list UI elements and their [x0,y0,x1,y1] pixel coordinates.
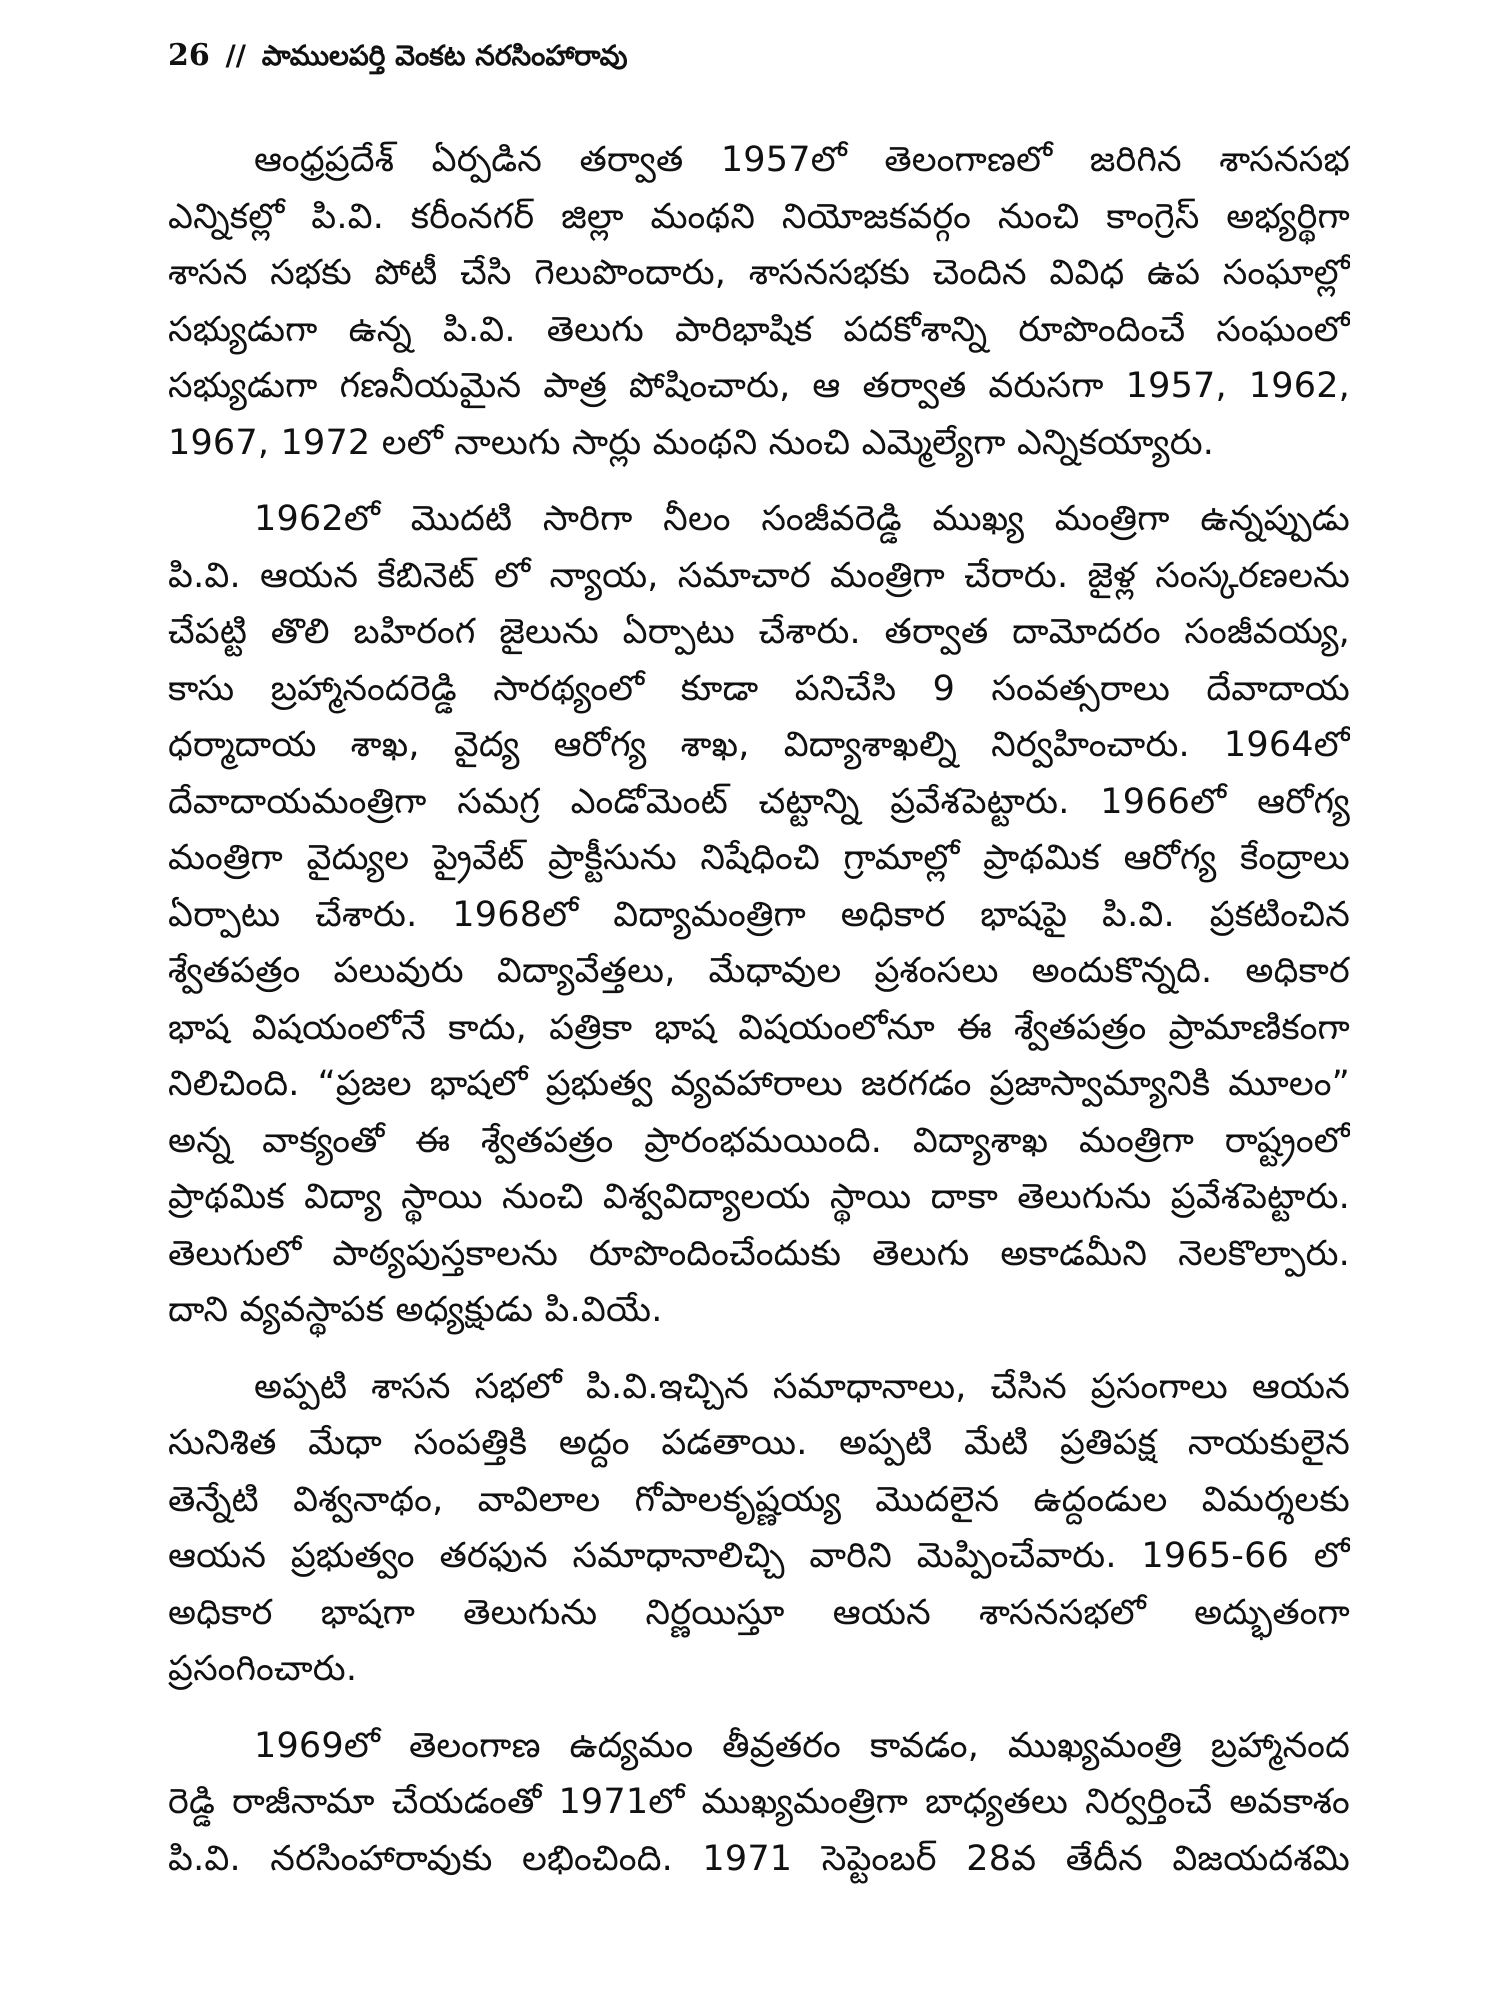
text-line: రెడ్డి రాజీనామా చేయడంతో 1971లో ముఖ్యమంత్రిగా బాధ్యతలు నిర్వర్తించే అవకాశం [168,1782,1350,1822]
text-line: ఆంధ్రప్రదేశ్ ఏర్పడిన తర్వాత 1957లో తెలంగాణలో జరిగిన శాసనసభ [254,140,1350,180]
text-line: దాని వ్యవస్థాపక అధ్యక్షుడు పి.వియే. [168,1290,663,1330]
text-line: శాసన సభకు పోటీ చేసి గెలుపొందారు, శాసనసభకు చెందిన వివిధ ఉప సంఘాల్లో [168,253,1350,293]
paragraph [168,132,1350,471]
text-line: ఎన్నికల్లో పి.వి. కరీంనగర్ జిల్లా మంథని నియోజకవర్గం నుంచి కాంగ్రెస్ అభ్యర్థిగా [168,196,1350,237]
text-line: ఆయన ప్రభుత్వం తరఫున సమాధానాలిచ్చి వారిని మెప్పించేవారు. 1965-66 లో [168,1536,1350,1576]
text-line: సునిశిత మేధా సంపత్తికి అద్దం పడతాయి. అప్పటి మేటి ప్రతిపక్ష నాయకులైన [168,1423,1350,1463]
text-line: శ్వేతపత్రం పలువురు విద్యావేత్తలు, మేధావుల ప్రశంసలు అందుకొన్నది. అధికార [168,951,1350,991]
paragraph [168,1718,1350,1888]
text-line: 1962లో మొదటి సారిగా నీలం సంజీవరెడ్డి ముఖ్య మంత్రిగా ఉన్నప్పుడు [254,499,1350,539]
text-line: ప్రసంగించారు. [168,1649,358,1689]
text-line: ధర్మాదాయ శాఖ, వైద్య ఆరోగ్య శాఖ, విద్యాశాఖల్ని నిర్వహించారు. 1964లో [168,725,1350,765]
running-header [168,36,1348,76]
text-line: 1969లో తెలంగాణ ఉద్యమం తీవ్రతరం కావడం, ముఖ్యమంత్రి బ్రహ్మానంద [254,1725,1350,1766]
text-line: ఏర్పాటు చేశారు. 1968లో విద్యామంత్రిగా అధికార భాషపై పి.వి. ప్రకటించిన [168,894,1350,935]
text-line: తెలుగులో పాఠ్యపుస్తకాలను రూపొందించేందుకు తెలుగు అకాడమీని నెలకొల్పారు. [168,1233,1350,1274]
text-line: సభ్యుడుగా ఉన్న పి.వి. తెలుగు పారిభాషిక పదకోశాన్ని రూపొందించే సంఘంలో [168,309,1350,350]
text-line: మంత్రిగా వైద్యుల ప్రైవేట్ ప్రాక్టీసును నిషేధించి గ్రామాల్లో ప్రాథమిక ఆరోగ్య కేంద్రాలు [168,838,1350,878]
text-line: అధికార భాషగా తెలుగును నిర్ణయిస్తూ ఆయన శాసనసభలో అద్భుతంగా [168,1592,1350,1633]
text-line: సభ్యుడుగా గణనీయమైన పాత్ర పోషించారు, ఆ తర్వాత వరుసగా 1957, 1962, [168,366,1350,406]
text-line: 1967, 1972 లలో నాలుగు సార్లు మంథని నుంచి ఎమ్మెల్యేగా ఎన్నికయ్యారు. [168,422,1215,463]
text-line: కాసు బ్రహ్మానందరెడ్డి సారథ్యంలో కూడా పనిచేసి 9 సంవత్సరాలు దేవాదాయ [168,668,1350,709]
text-line: ప్రాథమిక విద్యా స్థాయి నుంచి విశ్వవిద్యాలయ స్థాయి దాకా తెలుగును ప్రవేశపెట్టారు. [168,1177,1350,1217]
paragraph [168,491,1350,1339]
book-title: పాములపర్తి వెంకట నరసింహారావు [261,39,628,72]
text-line: అప్పటి శాసన సభలో పి.వి.ఇచ్చిన సమాధానాలు, చేసిన ప్రసంగాలు ఆయన [254,1366,1350,1407]
text-line: అన్న వాక్యంతో ఈ శ్వేతపత్రం ప్రారంభమయింది. విద్యాశాఖ మంత్రిగా రాష్ట్రంలో [168,1120,1350,1161]
text-line: పి.వి. నరసింహారావుకు లభించింది. 1971 సెప్టెంబర్ 28వ తేదీన విజయదశమి [168,1838,1350,1879]
paragraph [168,1359,1350,1698]
text-line: చేపట్టి తొలి బహిరంగ జైలును ఏర్పాటు చేశారు. తర్వాత దామోదరం సంజీవయ్య, [168,612,1350,652]
body-text [168,132,1350,1907]
text-line: నిలిచింది. “ప్రజల భాషలో ప్రభుత్వ వ్యవహారాలు జరగడం ప్రజాస్వామ్యానికి మూలం” [168,1064,1350,1104]
text-line: తెన్నేటి విశ్వనాథం, వావిలాల గోపాలకృష్ణయ్య మొదలైన ఉద్దండుల విమర్శలకు [168,1479,1350,1520]
page-number: 26 [168,38,210,73]
text-line: భాష విషయంలోనే కాదు, పత్రికా భాష విషయంలోనూ ఈ శ్వేతపత్రం ప్రామాణికంగా [168,1007,1350,1048]
header-separator: // [225,39,246,72]
text-line: పి.వి. ఆయన కేబినెట్ లో న్యాయ, సమాచార మంత్రిగా చేరారు. జైళ్ల సంస్కరణలను [168,555,1350,596]
text-line: దేవాదాయమంత్రిగా సమగ్ర ఎండోమెంట్ చట్టాన్ని ప్రవేశపెట్టారు. 1966లో ఆరోగ్య [168,781,1350,822]
